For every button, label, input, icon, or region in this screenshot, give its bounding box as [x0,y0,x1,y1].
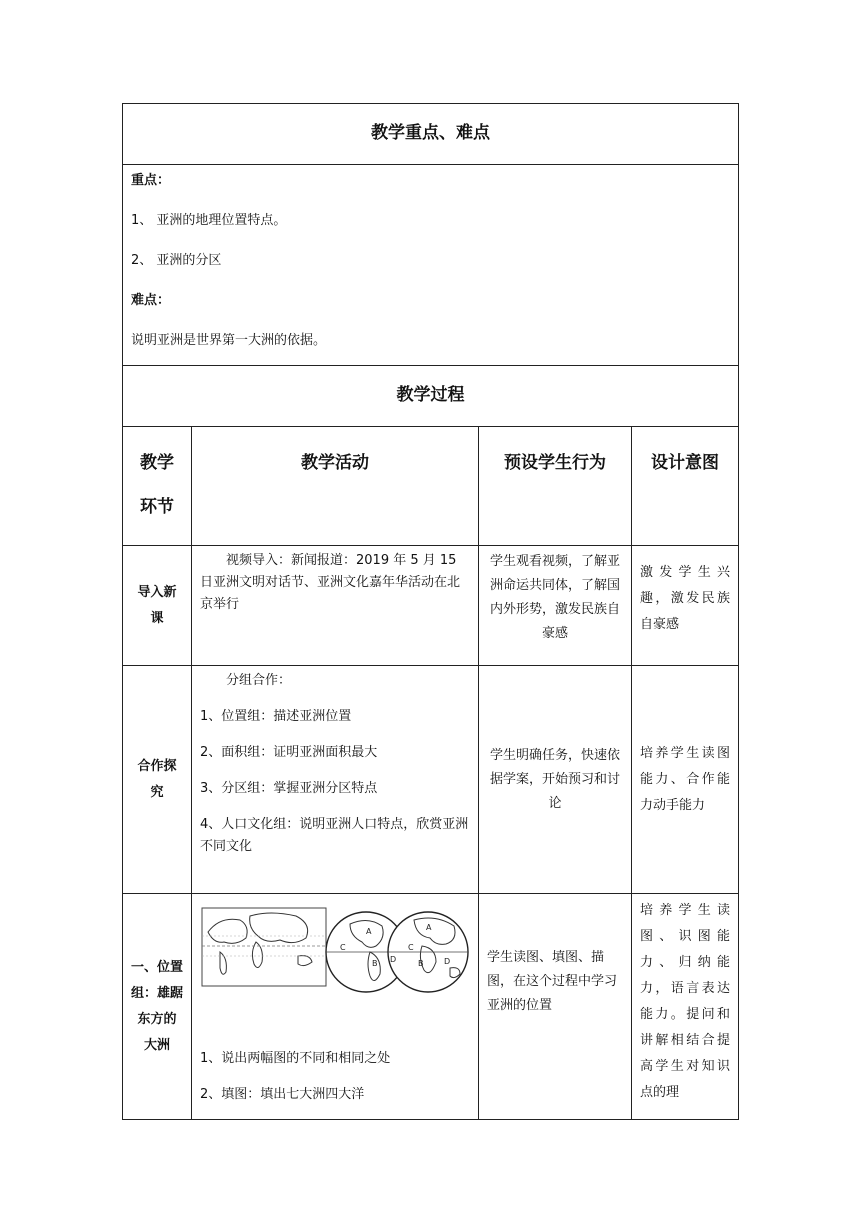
stage-location-line1: 一、位置 [130,959,183,975]
header-stage-line1: 教学 [140,453,174,473]
activity-location-item-1: 1、说出两幅图的不同和相同之处 [200,1051,391,1066]
stage-location-line4: 大洲 [143,1037,170,1053]
map-label-b-east: B [418,959,424,968]
activity-intro [192,546,479,666]
stage-location [123,894,192,1120]
activity-coop-item-4: 4、人口文化组：说明亚洲人口特点，欣赏亚洲不同文化 [200,817,469,854]
activity-coop [192,666,479,894]
map-label-c-west: C [340,943,346,952]
header-student: 预设学生行为 [479,427,632,546]
header-intent: 设计意图 [632,427,739,546]
stage-intro-line1: 导入新 [137,584,177,600]
header-stage-line2: 环节 [140,497,174,517]
stage-location-line3: 东方的 [137,1011,177,1027]
flat-world-map [202,908,326,986]
map-label-a-west: A [366,927,372,936]
activity-location-item-2: 2、填图：填出七大洲四大洋 [200,1087,365,1102]
map-label-b-west: B [372,959,378,968]
stage-location-line2: 组：雄踞 [130,985,183,1001]
stage-intro [123,546,192,666]
student-coop: 学生明确任务，快速依据学案，开始预习和讨论 [479,666,632,894]
student-intro: 学生观看视频，了解亚洲命运共同体，了解国内外形势，激发民族自豪感 [479,546,632,666]
activity-coop-item-1: 1、位置组：描述亚洲位置 [200,709,352,724]
activity-intro-text: 视频导入：新闻报道：2019 年 5 月 15 日亚洲文明对话节、亚洲文化嘉年华活动在北京举行 [200,553,461,612]
stage-coop-line2: 究 [150,784,164,800]
key-point-1: 1、 亚洲的地理位置特点。 [131,213,287,228]
student-location: 学生读图、填图、描图，在这个过程中学习亚洲的位置 [479,894,632,1120]
process-title: 教学过程 [123,366,739,427]
activity-coop-item-3: 3、分区组：掌握亚洲分区特点 [200,781,378,796]
header-activity: 教学活动 [192,427,479,546]
stage-coop-line1: 合作探 [137,758,177,774]
world-maps-figure [200,902,470,998]
key-points-label: 重点： [131,173,171,188]
map-label-c-east: C [408,943,414,952]
focus-title: 教学重点、难点 [123,104,739,165]
focus-content [123,165,739,366]
difficult-points-label: 难点： [131,293,171,308]
activity-location [192,894,479,1120]
difficult-point-text: 说明亚洲是世界第一大洲的依据。 [131,333,327,348]
intent-coop: 培养学生读图能力、合作能力动手能力 [632,666,739,894]
stage-coop [123,666,192,894]
header-stage [123,427,192,546]
intent-intro: 激发学生兴趣，激发民族自豪感 [632,546,739,666]
activity-coop-intro: 分组合作： [226,673,292,688]
map-label-d-west: D [390,955,397,964]
activity-coop-item-2: 2、面积组：证明亚洲面积最大 [200,745,378,760]
lesson-plan-table [122,103,738,1120]
key-point-2: 2、 亚洲的分区 [131,253,222,268]
intent-location: 培养学生读图、识图能力、归纳能力，语言表达能力。提问和讲解相结合提高学生对知识点的理 [632,894,739,1120]
map-label-d-east: D [444,957,451,966]
stage-intro-line2: 课 [150,610,164,626]
map-label-a-east: A [426,923,432,932]
